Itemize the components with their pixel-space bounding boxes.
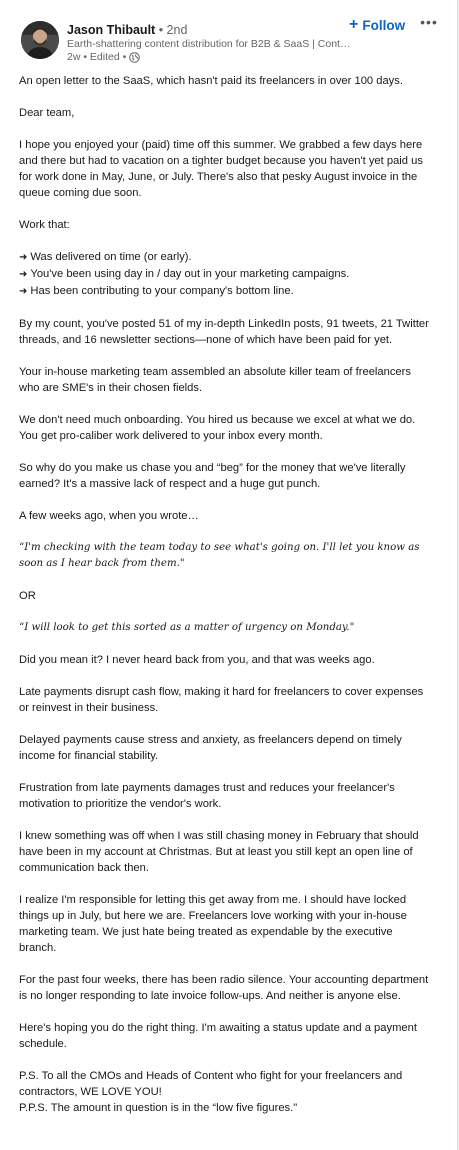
- post-paragraph: I hope you enjoyed your (paid) time off this summer. We grabbed a few days here and there but had to vacation on a tighter budget because you haven't yet paid us for work done in May, June, or July. There's also that pesky August invoice in the queue coming due soon.: [19, 139, 423, 199]
- post-paragraph: Delayed payments cause stress and anxiety, as freelancers depend on timely income for financial stability.: [19, 734, 402, 762]
- more-options-icon[interactable]: •••: [420, 14, 438, 30]
- post-paragraph: Did you mean it? I never heard back from you, and that was weeks ago.: [19, 654, 375, 666]
- author-name[interactable]: Jason Thibault: [67, 23, 156, 37]
- quoted-text: “I will look to get this sorted as a matter of urgency on Monday.": [19, 622, 355, 633]
- post-meta: [67, 51, 140, 63]
- post-paragraph: I knew something was off when I was still chasing money in February that should have been in my account at Christmas. But at least you still kept an open line of communication back then.: [19, 830, 419, 874]
- postscript: P.P.S. The amount in question is in the “low five figures.": [19, 1102, 298, 1114]
- arrow-icon: ➜: [19, 286, 28, 297]
- postscript: P.S. To all the CMOs and Heads of Content who fight for your freelancers and contractors, WE LOVE YOU!: [19, 1070, 403, 1098]
- plus-icon: +: [349, 16, 359, 33]
- author-headline: Earth-shattering content distribution for B2B & SaaS | Cont…: [67, 38, 351, 50]
- globe-icon: [129, 52, 140, 63]
- post-paragraph: Late payments disrupt cash flow, making it hard for freelancers to cover expenses or reinvest in their business.: [19, 686, 424, 714]
- post-paragraph: So why do you make us chase you and “beg” for the money that we've literally earned? It's a massive lack of respect and a huge gut punch.: [19, 462, 406, 490]
- arrow-icon: ➜: [19, 269, 28, 280]
- avatar[interactable]: [21, 21, 59, 59]
- bullet-list: [19, 249, 431, 300]
- list-item: ➜ Was delivered on time (or early).: [19, 251, 192, 263]
- author-line: [67, 23, 187, 37]
- post-time-edited: 2w • Edited •: [67, 51, 127, 63]
- list-item: ➜ You've been using day in / day out in your marketing campaigns.: [19, 268, 350, 280]
- post-paragraph: Here's hoping you do the right thing. I'm awaiting a status update and a payment schedule.: [19, 1022, 417, 1050]
- post-body: [19, 73, 431, 1116]
- post-paragraph: We don't need much onboarding. You hired us because we excel at what we do. You get pro-caliber work delivered to your inbox every month.: [19, 414, 416, 442]
- list-item: ➜ Has been contributing to your company's bottom line.: [19, 285, 294, 297]
- post-paragraph: Dear team,: [19, 107, 75, 119]
- connection-degree: • 2nd: [158, 23, 188, 37]
- follow-label: Follow: [362, 17, 406, 33]
- post-paragraph: An open letter to the SaaS, which hasn't paid its freelancers in over 100 days.: [19, 75, 403, 87]
- post-paragraph: For the past four weeks, there has been radio silence. Your accounting department is no longer responding to late invoice follow-ups. And neither is anyone else.: [19, 974, 429, 1002]
- avatar-photo: [21, 21, 59, 59]
- quoted-text: “I'm checking with the team today to see what's going on. I'll let you know as soon as I hear back from them.": [19, 542, 420, 569]
- post-paragraph: OR: [19, 590, 36, 602]
- arrow-icon: ➜: [19, 252, 28, 263]
- post-paragraph: Work that:: [19, 219, 70, 231]
- post-paragraph: I realize I'm responsible for letting this get away from me. I should have locked things up in July, but here we are. Freelancers love working with your in-house marketing team. We just hate being treated as expendable by the executive branch.: [19, 894, 407, 954]
- post-paragraph: By my count, you've posted 51 of my in-depth LinkedIn posts, 91 tweets, 21 Twitter threads, and 16 newsletter sections—none of which have been paid for yet.: [19, 318, 429, 346]
- post-paragraph: Your in-house marketing team assembled an absolute killer team of freelancers who are SME's in their chosen fields.: [19, 366, 411, 394]
- follow-button[interactable]: [349, 17, 405, 33]
- post-header: [0, 0, 457, 72]
- post-paragraph: Frustration from late payments damages trust and reduces your freelancer's motivation to prioritize the vendor's work.: [19, 782, 395, 810]
- post-paragraph: A few weeks ago, when you wrote…: [19, 510, 199, 522]
